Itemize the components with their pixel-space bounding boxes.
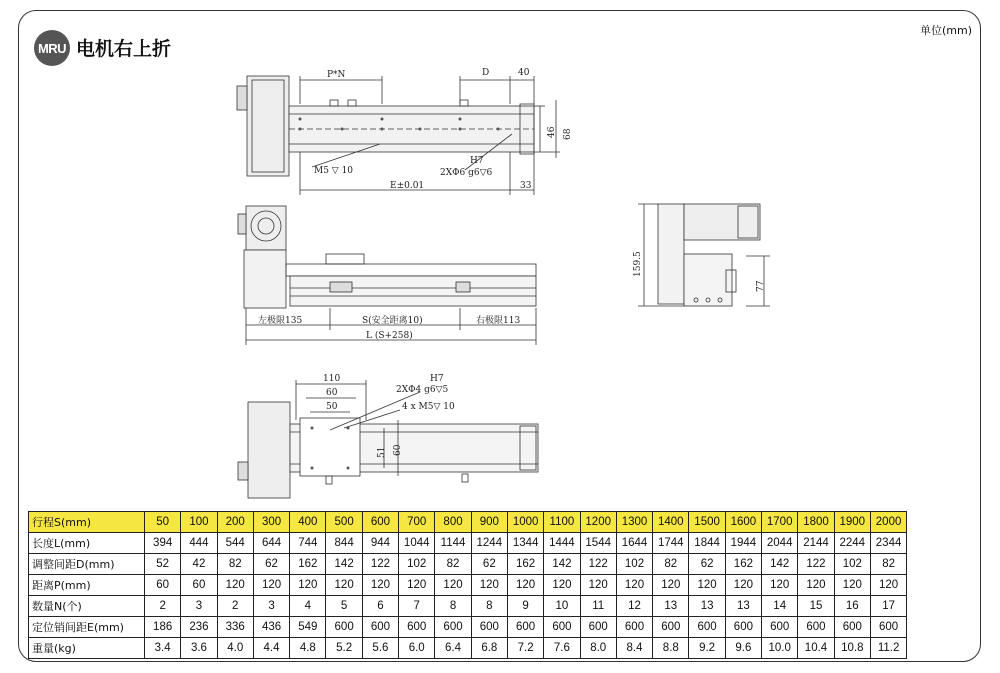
table-cell: 1600 [725, 512, 761, 533]
table-cell: 10.0 [762, 638, 798, 659]
table-cell: 549 [290, 617, 326, 638]
table-cell: 4 [290, 596, 326, 617]
table-cell: 11 [580, 596, 616, 617]
table-cell: 600 [762, 617, 798, 638]
table-cell: 600 [326, 617, 362, 638]
table-cell: 7.6 [544, 638, 580, 659]
table-cell: 120 [580, 575, 616, 596]
table-cell: 82 [653, 554, 689, 575]
table-cell: 944 [362, 533, 398, 554]
dim-51: 51 [377, 446, 387, 458]
dim-77: 77 [756, 280, 766, 292]
table-cell: 4.4 [253, 638, 289, 659]
table-cell: 102 [834, 554, 870, 575]
table-cell: 9 [507, 596, 543, 617]
table-cell: 10 [544, 596, 580, 617]
row-label: 调整间距D(mm) [29, 554, 145, 575]
end-view [633, 204, 770, 306]
table-cell: 120 [253, 575, 289, 596]
table-cell: 600 [725, 617, 761, 638]
dim-50: 50 [326, 402, 338, 412]
table-row [29, 533, 907, 554]
table-cell: 13 [725, 596, 761, 617]
table-cell: 1300 [616, 512, 652, 533]
table-cell: 7 [399, 596, 435, 617]
dim-60: 60 [326, 388, 338, 398]
table-cell: 8 [471, 596, 507, 617]
table-cell: 1244 [471, 533, 507, 554]
table-cell: 9.2 [689, 638, 725, 659]
table-cell: 142 [544, 554, 580, 575]
table-cell: 600 [544, 617, 580, 638]
table-cell: 4.0 [217, 638, 253, 659]
row-label: 长度L(mm) [29, 533, 145, 554]
side-view [238, 206, 536, 345]
table-cell: 1500 [689, 512, 725, 533]
table-cell: 2044 [762, 533, 798, 554]
table-cell: 12 [616, 596, 652, 617]
table-cell: 120 [689, 575, 725, 596]
table-cell: 800 [435, 512, 471, 533]
table-cell: 120 [290, 575, 326, 596]
table-cell: 600 [580, 617, 616, 638]
table-cell: 600 [362, 617, 398, 638]
note-m5-carriage: 4 x M5▽ 10 [402, 402, 455, 412]
table-cell: 62 [253, 554, 289, 575]
dim-stroke: S(安全距离10) [362, 316, 423, 326]
table-cell: 1644 [616, 533, 652, 554]
table-cell: 120 [798, 575, 834, 596]
table-cell: 162 [507, 554, 543, 575]
dim-40: 40 [518, 68, 530, 78]
table-cell: 600 [362, 512, 398, 533]
table-cell: 122 [580, 554, 616, 575]
table-cell: 600 [798, 617, 834, 638]
table-cell: 120 [834, 575, 870, 596]
table-cell: 82 [217, 554, 253, 575]
table-cell: 600 [616, 617, 652, 638]
table-cell: 1444 [544, 533, 580, 554]
table-cell: 1344 [507, 533, 543, 554]
table-cell: 120 [653, 575, 689, 596]
table-cell: 8.8 [653, 638, 689, 659]
table-cell: 3 [253, 596, 289, 617]
table-cell: 3.6 [181, 638, 217, 659]
table-cell: 444 [181, 533, 217, 554]
dim-length: L (S+258) [366, 331, 413, 341]
table-cell: 2 [217, 596, 253, 617]
table-cell: 6.0 [399, 638, 435, 659]
table-cell: 102 [399, 554, 435, 575]
dim-110: 110 [323, 374, 341, 384]
table-cell: 120 [870, 575, 906, 596]
table-cell: 120 [326, 575, 362, 596]
table-cell: 1544 [580, 533, 616, 554]
table-cell: 122 [362, 554, 398, 575]
table-cell: 600 [399, 617, 435, 638]
table-cell: 60 [181, 575, 217, 596]
table-cell: 162 [725, 554, 761, 575]
table-cell: 844 [326, 533, 362, 554]
table-cell: 3 [181, 596, 217, 617]
table-cell: 82 [870, 554, 906, 575]
table-cell: 7.2 [507, 638, 543, 659]
table-cell: 62 [689, 554, 725, 575]
table-cell: 644 [253, 533, 289, 554]
table-cell: 1944 [725, 533, 761, 554]
table-row [29, 596, 907, 617]
table-cell: 600 [507, 617, 543, 638]
table-cell: 600 [435, 617, 471, 638]
table-cell: 2144 [798, 533, 834, 554]
note-h7-carriage: H7 [430, 374, 444, 384]
table-cell: 1000 [507, 512, 543, 533]
table-cell: 120 [362, 575, 398, 596]
note-pin-carriage: 2XΦ4 g6▽5 [396, 385, 449, 395]
table-cell: 200 [217, 512, 253, 533]
table-cell: 1700 [762, 512, 798, 533]
table-cell: 2 [145, 596, 181, 617]
table-cell: 6 [362, 596, 398, 617]
table-cell: 142 [762, 554, 798, 575]
unit-label: 单位(mm) [919, 24, 972, 37]
table-cell: 1044 [399, 533, 435, 554]
table-cell: 5 [326, 596, 362, 617]
table-cell: 2244 [834, 533, 870, 554]
dim-pn: P*N [327, 70, 346, 80]
table-cell: 120 [399, 575, 435, 596]
table-cell: 120 [471, 575, 507, 596]
table-cell: 500 [326, 512, 362, 533]
table-cell: 1144 [435, 533, 471, 554]
table-cell: 10.4 [798, 638, 834, 659]
table-cell: 42 [181, 554, 217, 575]
table-cell: 100 [181, 512, 217, 533]
dim-60-vertical: 60 [393, 444, 403, 456]
table-cell: 120 [217, 575, 253, 596]
table-cell: 50 [145, 512, 181, 533]
table-cell: 16 [834, 596, 870, 617]
table-cell: 13 [689, 596, 725, 617]
table-cell: 120 [616, 575, 652, 596]
table-cell: 400 [290, 512, 326, 533]
dim-right-limit: 右极限113 [476, 316, 521, 326]
brand-badge: MRU [34, 30, 70, 66]
table-cell: 436 [253, 617, 289, 638]
table-cell: 15 [798, 596, 834, 617]
table-cell: 120 [507, 575, 543, 596]
table-cell: 60 [145, 575, 181, 596]
table-cell: 14 [762, 596, 798, 617]
table-cell: 5.2 [326, 638, 362, 659]
page-title: 电机右上折 [76, 38, 172, 60]
table-cell: 2000 [870, 512, 906, 533]
table-row [29, 638, 907, 659]
carriage-view [238, 374, 538, 498]
table-cell: 8 [435, 596, 471, 617]
table-cell: 300 [253, 512, 289, 533]
row-label: 定位销间距E(mm) [29, 617, 145, 638]
dim-159: 159.5 [633, 251, 643, 277]
table-cell: 336 [217, 617, 253, 638]
table-cell: 120 [435, 575, 471, 596]
table-cell: 8.4 [616, 638, 652, 659]
table-cell: 700 [399, 512, 435, 533]
table-cell: 1100 [544, 512, 580, 533]
table-cell: 8.0 [580, 638, 616, 659]
table-cell: 1900 [834, 512, 870, 533]
row-label: 重量(kg) [29, 638, 145, 659]
table-cell: 62 [471, 554, 507, 575]
dim-left-limit: 左极限135 [258, 316, 303, 326]
table-cell: 236 [181, 617, 217, 638]
table-cell: 10.8 [834, 638, 870, 659]
table-cell: 2344 [870, 533, 906, 554]
table-cell: 122 [798, 554, 834, 575]
table-cell: 1400 [653, 512, 689, 533]
dim-33: 33 [520, 181, 532, 191]
table-cell: 394 [145, 533, 181, 554]
table-cell: 3.4 [145, 638, 181, 659]
row-label: 数量N(个) [29, 596, 145, 617]
table-cell: 82 [435, 554, 471, 575]
table-cell: 544 [217, 533, 253, 554]
table-cell: 4.8 [290, 638, 326, 659]
table-cell: 186 [145, 617, 181, 638]
table-cell: 600 [834, 617, 870, 638]
table-cell: 120 [544, 575, 580, 596]
spec-table [28, 511, 907, 659]
table-row [29, 617, 907, 638]
note-h7: H7 [470, 156, 484, 166]
table-cell: 900 [471, 512, 507, 533]
table-cell: 17 [870, 596, 906, 617]
note-m5: M5 ▽ 10 [314, 166, 354, 176]
table-cell: 1200 [580, 512, 616, 533]
table-cell: 1800 [798, 512, 834, 533]
table-cell: 11.2 [870, 638, 906, 659]
table-cell: 744 [290, 533, 326, 554]
table-cell: 102 [616, 554, 652, 575]
table-cell: 142 [326, 554, 362, 575]
row-label: 行程S(mm) [29, 512, 145, 533]
top-view [237, 68, 573, 195]
table-cell: 120 [725, 575, 761, 596]
table-cell: 6.4 [435, 638, 471, 659]
table-cell: 9.6 [725, 638, 761, 659]
note-pin: 2XΦ6 g6▽6 [440, 168, 493, 178]
table-row [29, 575, 907, 596]
table-cell: 162 [290, 554, 326, 575]
table-cell: 6.8 [471, 638, 507, 659]
table-cell: 52 [145, 554, 181, 575]
table-row [29, 554, 907, 575]
table-header-row [29, 512, 907, 533]
table-cell: 600 [653, 617, 689, 638]
table-cell: 600 [471, 617, 507, 638]
dim-d: D [482, 68, 490, 78]
table-cell: 600 [689, 617, 725, 638]
dim-68: 68 [563, 128, 573, 140]
dim-46: 46 [547, 126, 557, 138]
table-cell: 13 [653, 596, 689, 617]
table-cell: 1744 [653, 533, 689, 554]
dim-e: E±0.01 [390, 181, 425, 191]
table-cell: 1844 [689, 533, 725, 554]
table-cell: 600 [870, 617, 906, 638]
table-cell: 5.6 [362, 638, 398, 659]
table-cell: 120 [762, 575, 798, 596]
row-label: 距离P(mm) [29, 575, 145, 596]
